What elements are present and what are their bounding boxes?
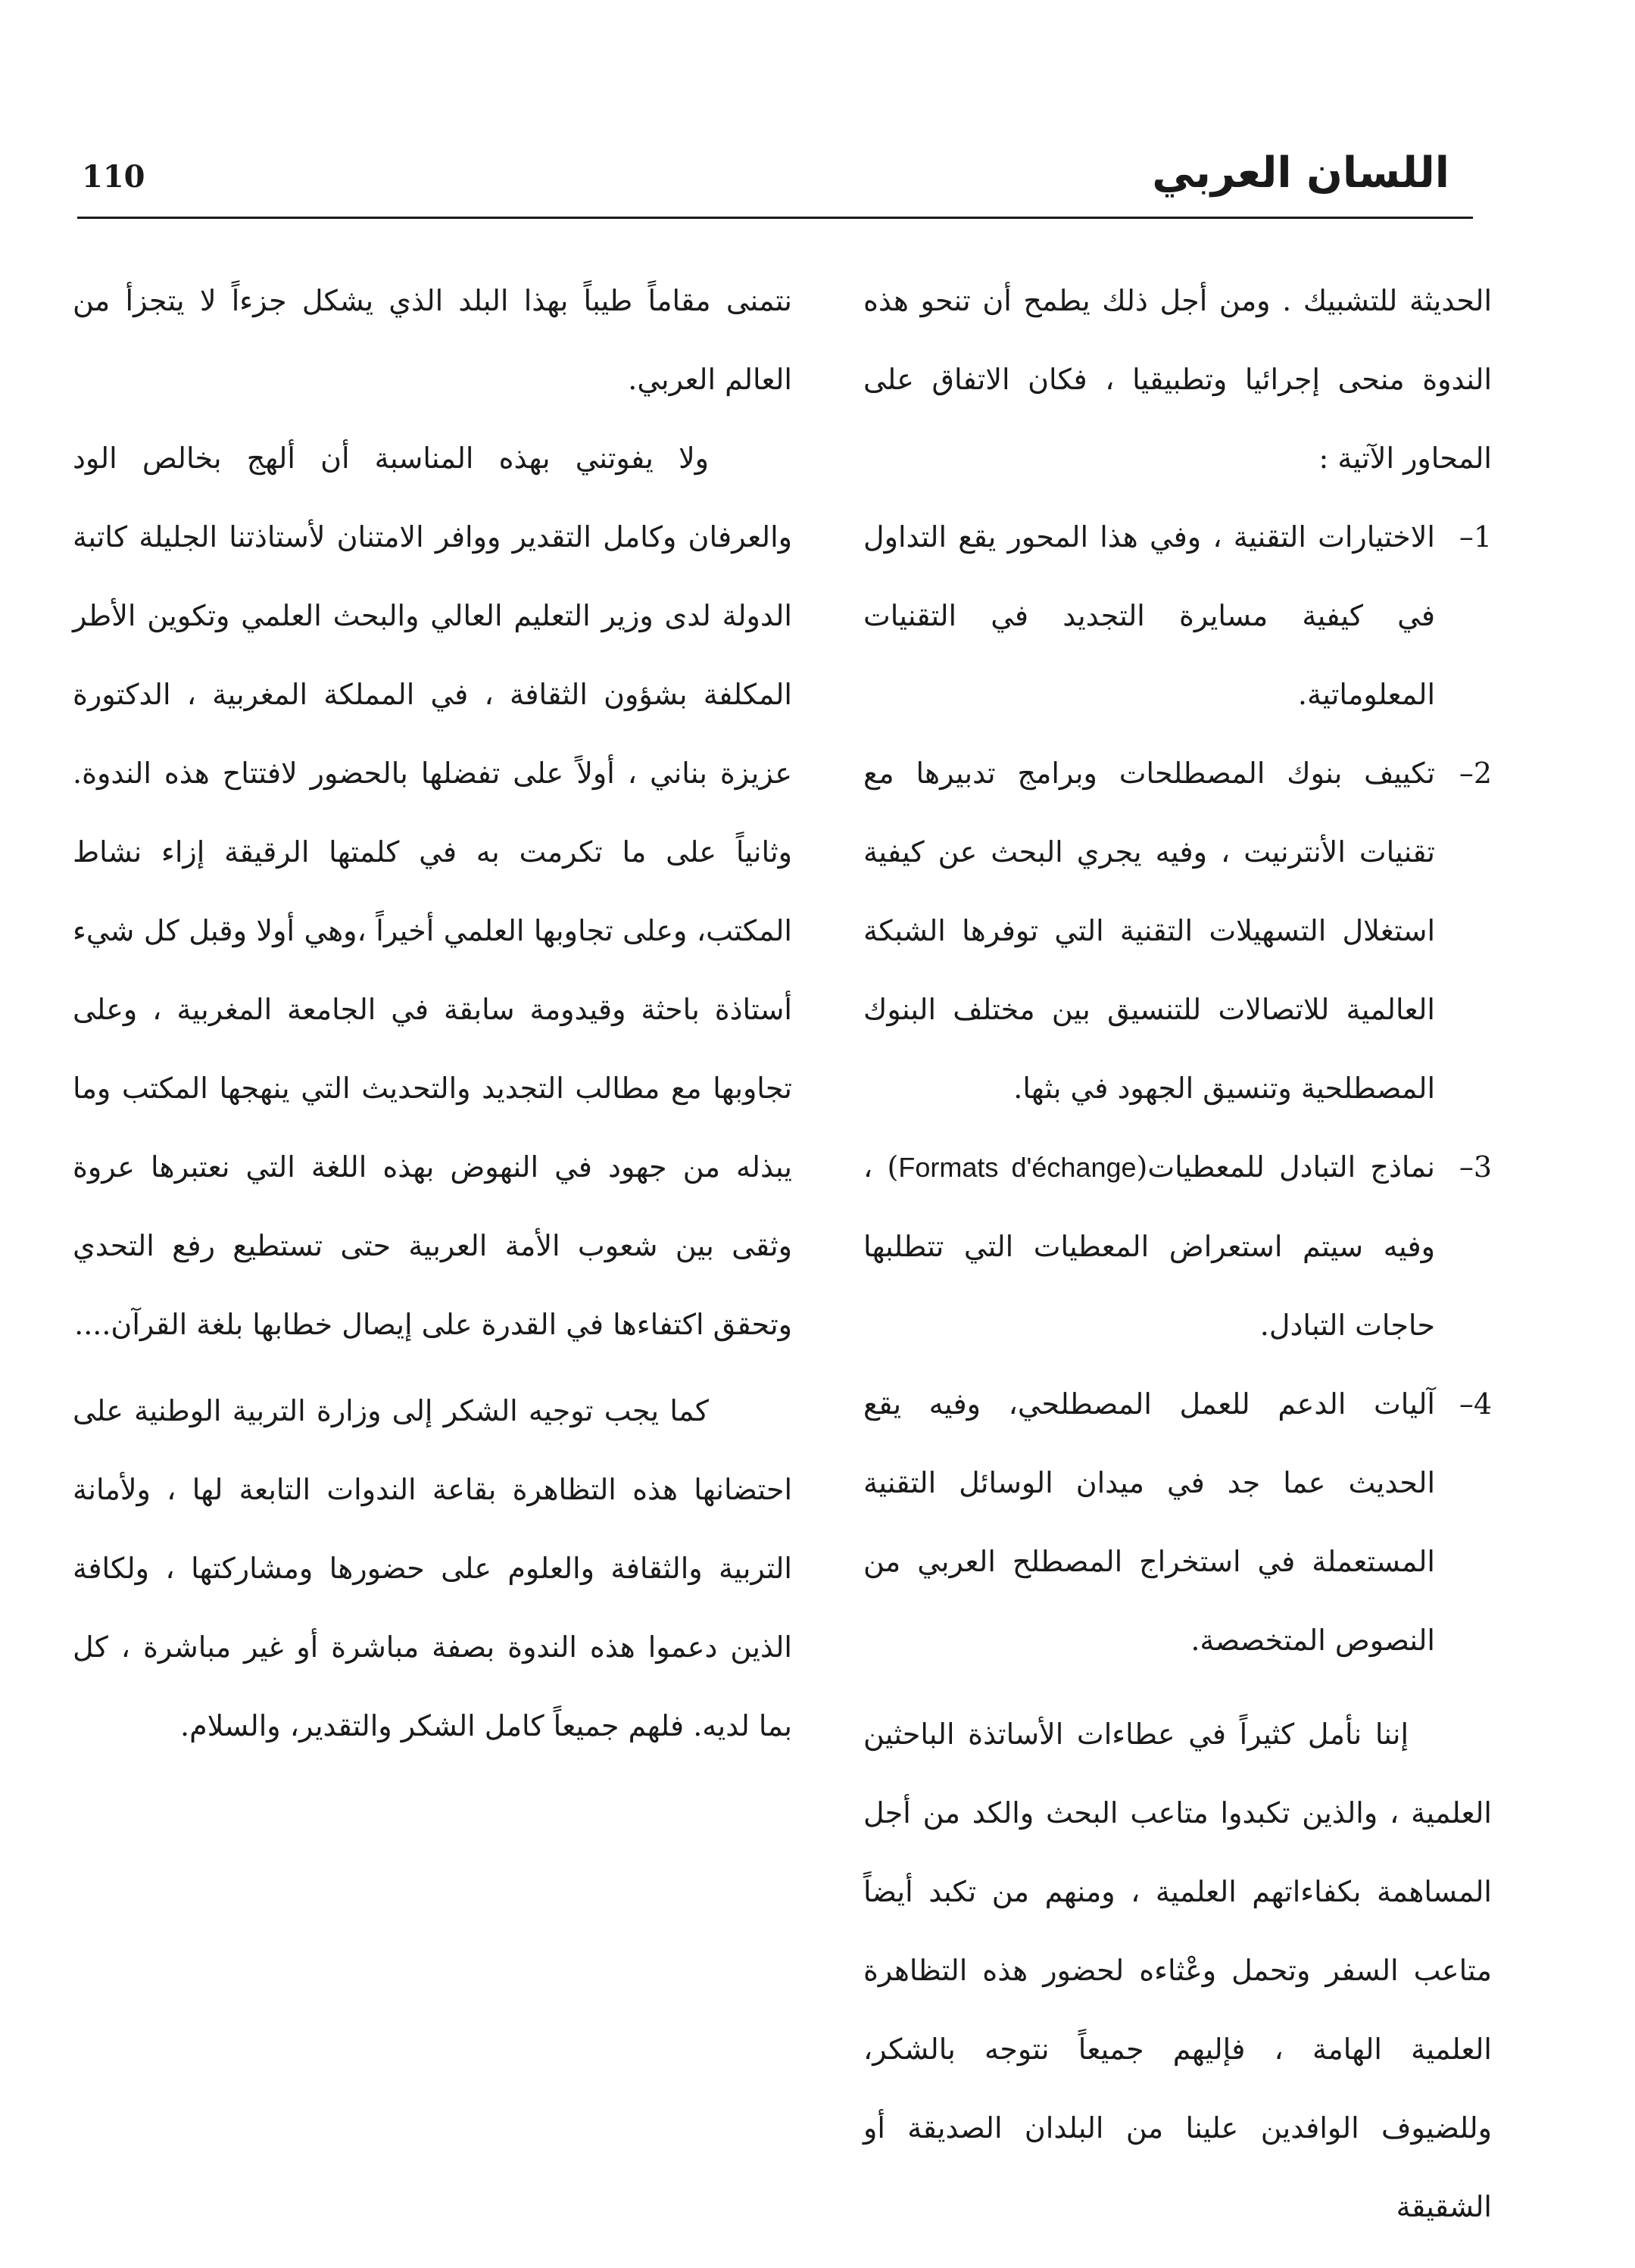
journal-title: اللسان العربي xyxy=(1152,148,1449,198)
page-number: 110 xyxy=(82,159,145,195)
paragraph-thanks: كما يجب توجيه الشكر إلى وزارة التربية الوطنية على احتضانها هذه التظاهرة بقاعة الندوات التابعة لها ، ولأمانة التربية والثقافة والعلوم على حضورها ومشاركتها ، ولكافة الذين دعموا هذه الندوة بصفة مباشرة أو غير مباشرة ، كل بما لديه. فلهم جميعاً كامل الشكر والتقدير، والسلام. xyxy=(73,1394,792,1742)
header-rule xyxy=(77,217,1473,219)
list-item-number: 3– xyxy=(1459,1150,1492,1184)
list-item-text-before: نماذج التبادل للمعطيات( xyxy=(1136,1150,1435,1184)
right-column xyxy=(863,261,1492,2246)
list-item-text: الاختيارات التقنية ، وفي هذا المحور يقع التداول في كيفية مسايرة التجديد في التقنيات المعلوماتية. xyxy=(863,520,1435,711)
list-item-text: آليات الدعم للعمل المصطلحي، وفيه يقع الحديث عما جد في ميدان الوسائل التقنية المستعملة في استخراج المصطلح العربي من النصوص المتخصصة. xyxy=(863,1387,1435,1657)
list-item-text-after: ) ، وفيه سيتم استعراض المعطيات التي تتطلبها حاجات التبادل. xyxy=(863,1150,1435,1342)
list-item-number: 1– xyxy=(1459,520,1492,554)
list-item-text: تكييف بنوك المصطلحات وبرامج تدبيرها مع تقنيات الأنترنيت ، وفيه يجري البحث عن كيفية استغلال التسهيلات التقنية التي توفرها الشبكة العالمية للاتصالات للتنسيق بين مختلف البنوك المصطلحية وتنسيق الجهود في بثها. xyxy=(863,757,1435,1105)
intro-paragraph: الحديثة للتشبيك . ومن أجل ذلك يطمح أن تنحو هذه الندوة منحى إجرائيا وتطبيقيا ، فكان الاتفاق على المحاور الآتية : xyxy=(863,284,1492,475)
paragraph-welcome: نتمنى مقاماً طيباً بهذا البلد الذي يشكل جزءاً لا يتجزأ من العالم العربي. xyxy=(73,284,792,396)
list-item-2 xyxy=(863,734,1492,1128)
latin-term: Formats d'échange xyxy=(898,1152,1137,1183)
list-item-1 xyxy=(863,498,1492,734)
paragraph-gratitude: ولا يفوتني بهذه المناسبة أن ألهج بخالص الود والعرفان وكامل التقدير ووافر الامتنان لأستاذتنا الجليلة كاتبة الدولة لدى وزير التعليم العالي والبحث العلمي وتكوين الأطر المكلفة بشؤون الثقافة ، في المملكة المغربية ، الدكتورة عزيزة بناني ، أولاً على تفضلها بالحضور لافتتاح هذه الندوة. وثانياً على ما تكرمت به في كلمتها الرقيقة إزاء نشاط المكتب، وعلى تجاوبها العلمي أخيراً ،وهي أولا وقبل كل شيء أستاذة باحثة وقيدومة سابقة في الجامعة المغربية ، وعلى تجاوبها مع مطالب التجديد والتحديث التي ينهجها المكتب وما يبذله من جهود في النهوض بهذه اللغة التي نعتبرها عروة وثقى بين شعوب الأمة العربية حتى تستطيع رفع التحدي وتحقق اكتفاءها في القدرة على إيصال خطابها بلغة القرآن.... xyxy=(73,441,792,1341)
list-item-number: 4– xyxy=(1459,1387,1492,1421)
list-item-text xyxy=(863,1128,1435,1365)
list-item-number: 2– xyxy=(1459,757,1492,790)
closing-paragraph: إننا نأمل كثيراً في عطاءات الأساتذة الباحثين العلمية ، والذين تكبدوا متاعب البحث والكد من أجل المساهمة بكفاءاتهم العلمية ، ومنهم من تكبد أيضاً متاعب السفر وتحمل وعْثاءه لحضور هذه التظاهرة العلمية الهامة ، فإليهم جميعاً نتوجه بالشكر، وللضيوف الوافدين علينا من البلدان الصديقة أو الشقيقة xyxy=(863,1717,1492,2223)
left-column xyxy=(73,261,792,1765)
list-item-3 xyxy=(863,1128,1492,1365)
list-item-4 xyxy=(863,1365,1492,1680)
